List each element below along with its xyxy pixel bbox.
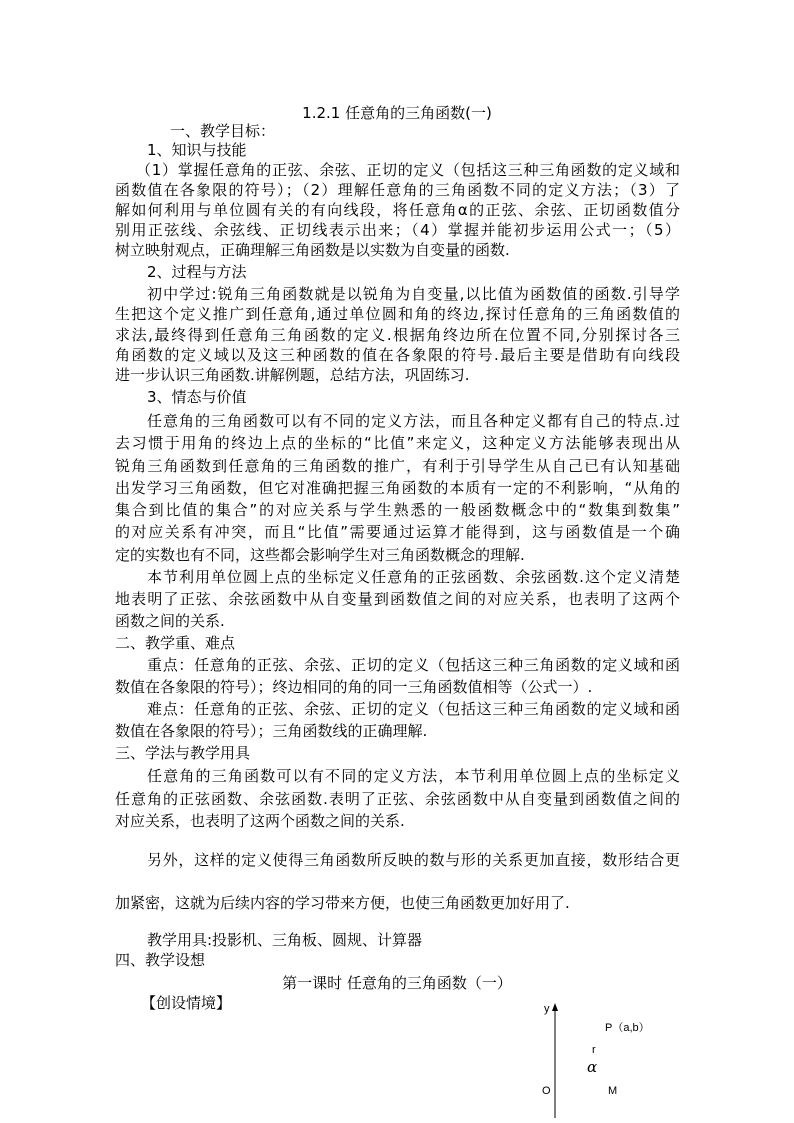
text-line: 别用正弦线、余弦线、正切线表示出来；（4）掌握并能初步运用公式一；（5） bbox=[115, 221, 680, 239]
text-line: 数值在各象限的符号）；终边相同的角的同一三角函数值相等（公式一）. bbox=[115, 678, 593, 696]
point-p-label: P（a,b） bbox=[605, 1022, 650, 1034]
y-axis-label: y bbox=[544, 1003, 550, 1015]
text-line: 教学用具:投影机、三角板、圆规、计算器 bbox=[147, 931, 423, 949]
text-line: 树立映射观点，正确理解三角函数是以实数为自变量的函数. bbox=[115, 241, 510, 259]
text-line: 一、教学目标： bbox=[170, 122, 276, 140]
text-line: 1、知识与技能 bbox=[147, 141, 247, 159]
section-label: 【创设情境】 bbox=[141, 994, 232, 1012]
text-line: 求法,最终得到任意角三角函数的定义.根据角终边所在位置不同,分别探讨各三 bbox=[115, 326, 680, 344]
document-title: 1.2.1 任意角的三角函数(一) bbox=[302, 104, 492, 122]
text-line: 任意角的正弦函数、余弦函数.表明了正弦、余弦函数中从自变量到函数值之间的 bbox=[115, 790, 680, 808]
text-line: 解如何利用与单位圆有关的有向线段，将任意角α的正弦、余弦、正切函数值分 bbox=[115, 201, 680, 219]
text-line: 定的实数也有不同，这些都会影响学生对三角函数概念的理解. bbox=[115, 546, 525, 564]
coordinate-figure bbox=[540, 1000, 660, 1123]
text-line: 函数值在各象限的符号）；（2）理解任意角的三角函数不同的定义方法；（3）了 bbox=[115, 181, 680, 199]
text-line: 锐角三角函数到任意角的三角函数的推广，有利于引导学生从自己已有认知基础 bbox=[115, 457, 680, 475]
text-line: 进一步认识三角函数.讲解例题，总结方法，巩固练习. bbox=[115, 366, 470, 384]
text-line: 二、教学重、难点 bbox=[115, 634, 236, 652]
text-line: 任意角的三角函数可以有不同的定义方法，而且各种定义都有自己的特点.过 bbox=[147, 412, 680, 430]
lesson-subtitle: 第一课时 任意角的三角函数（一） bbox=[282, 974, 512, 992]
text-line: （1）掌握任意角的正弦、余弦、正切的定义（包括这三种三角函数的定义域和 bbox=[136, 161, 680, 179]
text-line: 出发学习三角函数，但它对准确把握三角函数的本质有一定的不利影响，“从角的 bbox=[115, 479, 680, 497]
text-line: 难点：任意角的正弦、余弦、正切的定义（包括这三种三角函数的定义域和函 bbox=[147, 700, 680, 718]
alpha-label: α bbox=[587, 1058, 598, 1076]
text-line: 3、情态与价值 bbox=[147, 388, 247, 406]
text-line: 加紧密，这就为后续内容的学习带来方便，也使三角函数更加好用了. bbox=[115, 894, 570, 912]
text-line: 本节利用单位圆上点的坐标定义任意角的正弦函数、余弦函数.这个定义清楚 bbox=[147, 568, 680, 586]
text-line: 角函数的定义域以及这三种函数的值在各象限的符号.最后主要是借助有向线段 bbox=[115, 346, 680, 364]
text-line: 对应关系，也表明了这两个函数之间的关系. bbox=[115, 812, 405, 830]
text-line: 集合到比值的集合”的对应关系与学生熟悉的一般函数概念中的“数集到数集” bbox=[115, 501, 680, 519]
text-line: 重点：任意角的正弦、余弦、正切的定义（包括这三种三角函数的定义域和函 bbox=[147, 656, 680, 674]
text-line: 生把这个定义推广到任意角,通过单位圆和角的终边,探讨任意角的三角函数值的 bbox=[115, 305, 680, 323]
text-line: 另外，这样的定义使得三角函数所反映的数与形的关系更加直接，数形结合更 bbox=[147, 851, 680, 869]
point-m-label: M bbox=[608, 1085, 618, 1097]
text-line: 函数之间的关系. bbox=[115, 612, 225, 630]
text-line: 2、过程与方法 bbox=[147, 263, 247, 281]
text-line: 数值在各象限的符号）；三角函数线的正确理解. bbox=[115, 722, 428, 740]
text-line: 任意角的三角函数可以有不同的定义方法，本节利用单位圆上点的坐标定义 bbox=[147, 767, 680, 785]
text-line: 初中学过:锐角三角函数就是以锐角为自变量,以比值为函数值的函数.引导学 bbox=[147, 285, 680, 303]
text-line: 三、学法与教学用具 bbox=[115, 744, 251, 762]
text-line: 的对应关系有冲突，而且“比值”需要通过运算才能得到，这与函数值是一个确 bbox=[115, 523, 680, 541]
text-line: 去习惯于用角的终边上点的坐标的“比值”来定义，这种定义方法能够表现出从 bbox=[115, 434, 680, 452]
y-axis-arrow bbox=[552, 1003, 558, 1011]
text-line: 四、教学设想 bbox=[115, 951, 206, 969]
radius-label: r bbox=[592, 1044, 596, 1056]
origin-label: O bbox=[542, 1085, 551, 1097]
text-line: 地表明了正弦、余弦函数中从自变量到函数值之间的对应关系，也表明了这两个 bbox=[115, 590, 680, 608]
